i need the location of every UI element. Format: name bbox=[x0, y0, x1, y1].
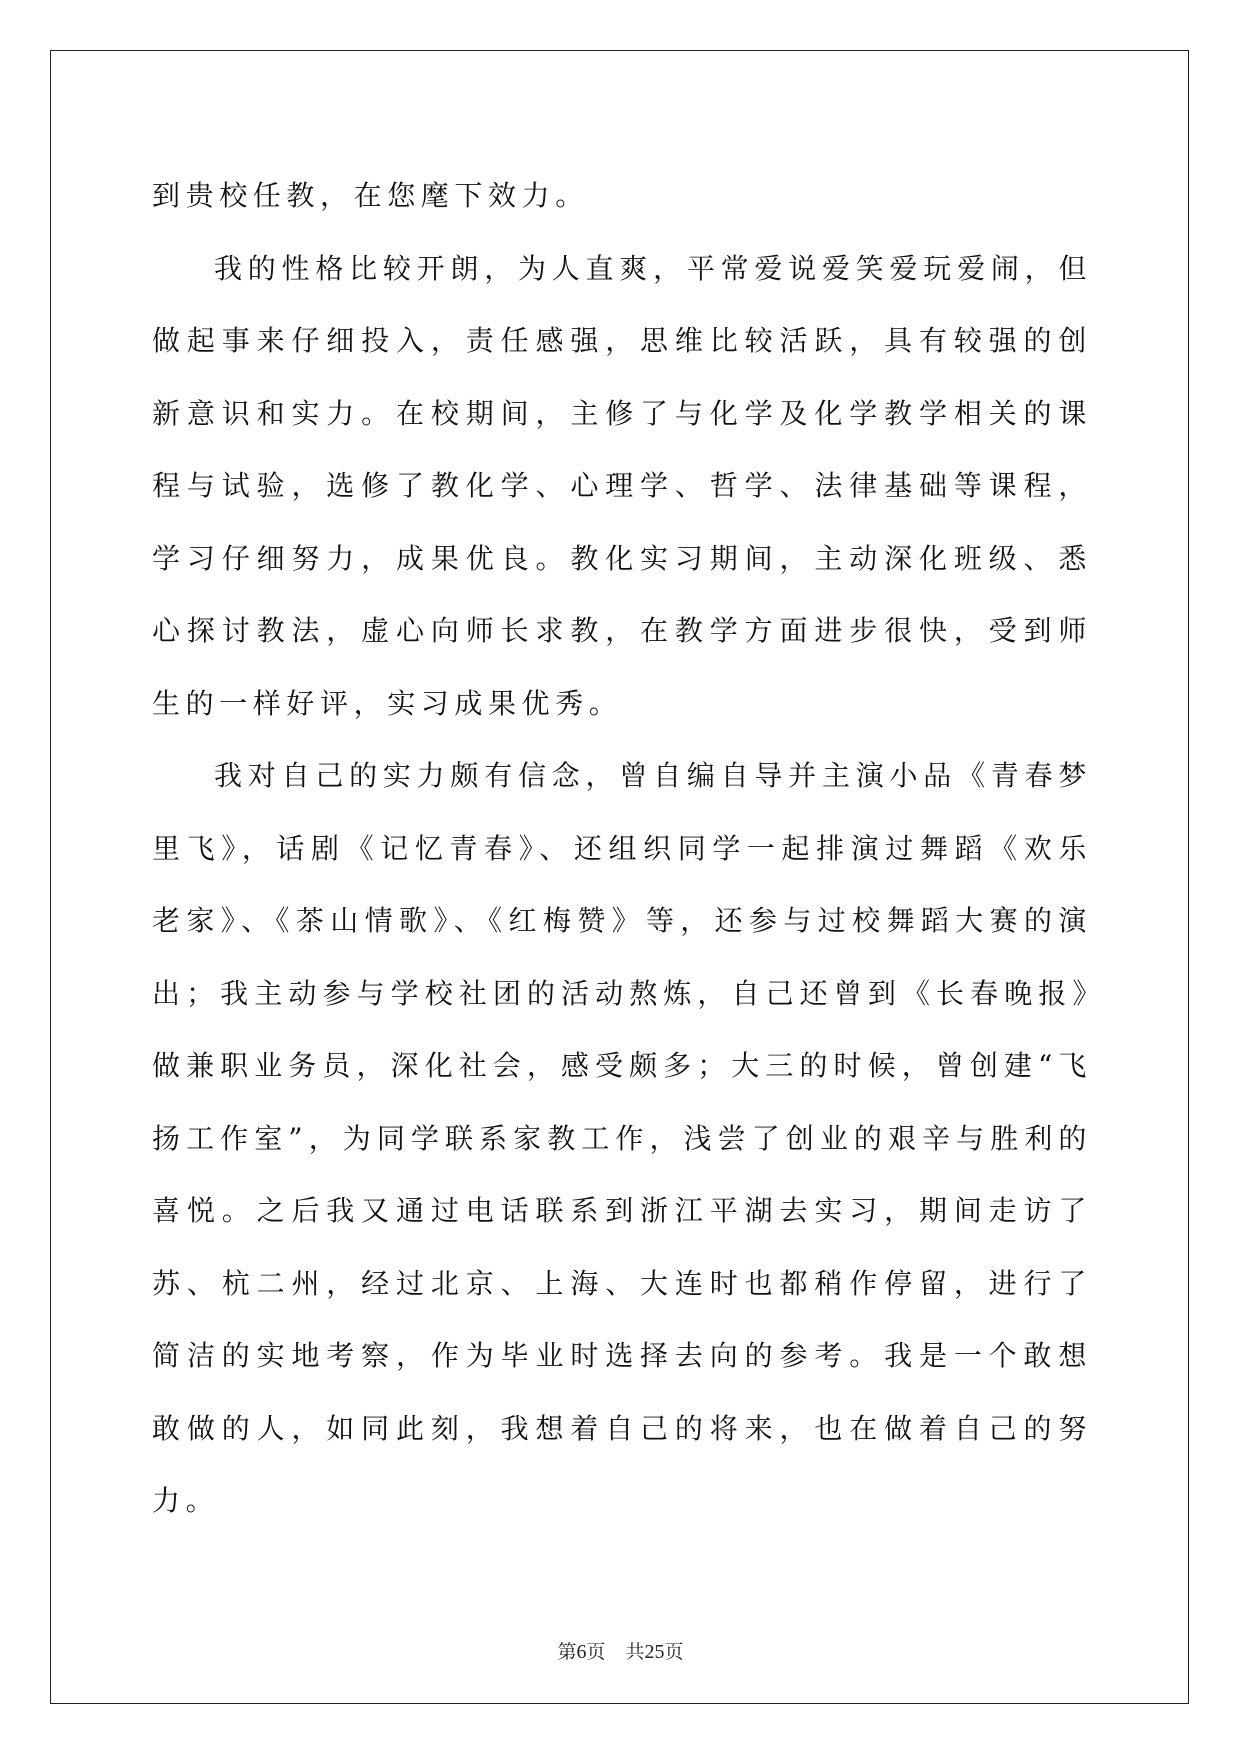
total-pages: 25 bbox=[644, 1641, 665, 1663]
page-number: 6 bbox=[576, 1641, 587, 1663]
document-body bbox=[152, 160, 1092, 1538]
total-prefix: 共 bbox=[625, 1642, 645, 1663]
total-suffix: 页 bbox=[664, 1642, 684, 1663]
page-suffix: 页 bbox=[586, 1642, 606, 1663]
paragraph-1: 到贵校任教，在您麾下效力。 bbox=[152, 179, 589, 212]
page-prefix: 第 bbox=[557, 1642, 577, 1663]
paragraph-3: 我对自己的实力颇有信念，曾自编自导并主演小品《青春梦里飞》，话剧《记忆青春》、还组织同学一起排演过舞蹈《欢乐老家》、《茶山情歌》、《红梅赞》等，还参与过校舞蹈大赛的演出；我主动参与学校社团的活动熬炼，自己还曾到《长春晚报》做兼职业务员，深化社会，感受颇多；大三的时候，曾创建“飞扬工作室”，为同学联系家教工作，浅尝了创业的艰辛与胜利的喜悦。之后我又通过电话联系到浙江平湖去实习，期间走访了苏、杭二州，经过北京、上海、大连时也都稍作停留，进行了简洁的实地考察，作为毕业时选择去向的参考。我是一个敢想敢做的人，如同此刻，我想着自己的将来，也在做着自己的努力。 bbox=[152, 759, 1092, 1517]
paragraph-2: 我的性格比较开朗，为人直爽，平常爱说爱笑爱玩爱闹，但做起事来仔细投入，责任感强，思维比较活跃，具有较强的创新意识和实力。在校期间，主修了与化学及化学教学相关的课程与试验，选修了教化学、心理学、哲学、法律基础等课程，学习仔细努力，成果优良。教化实习期间，主动深化班级、悉心探讨教法，虚心向师长求教，在教学方面进步很快，受到师生的一样好评，实习成果优秀。 bbox=[152, 251, 1092, 720]
page-footer bbox=[0, 1637, 1241, 1664]
